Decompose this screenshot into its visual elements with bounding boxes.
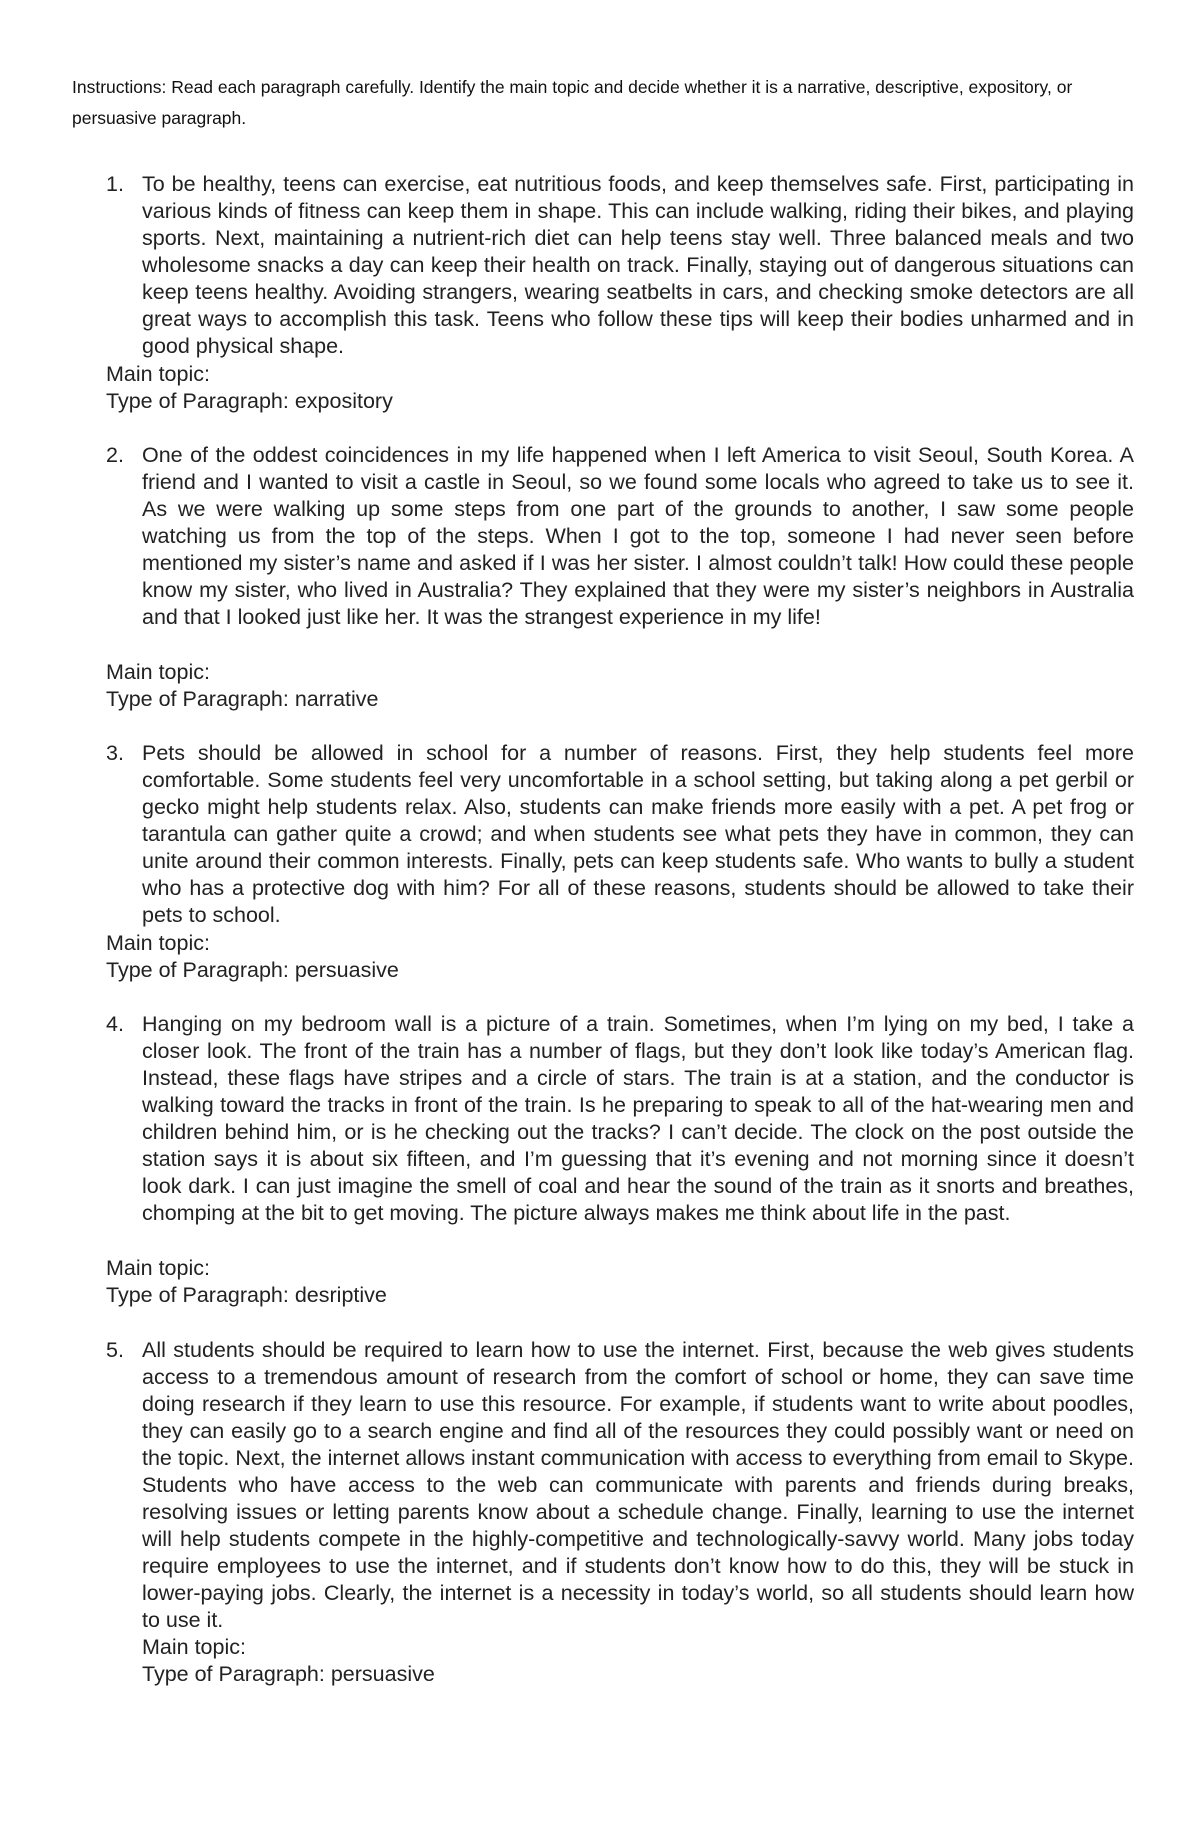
paragraph-type-1: Type of Paragraph: expository [106,389,393,413]
item-number: 3. [106,741,124,765]
paragraph-text: Hanging on my bedroom wall is a picture of a train. Sometimes, when I’m lying on my bed, I take a closer look. The front of the train has a number of flags, but they don’t look like today’s American flag. Instead, these flags have stripes and a circle of stars. The train is at a station, and the conductor is walking toward the tracks in front of the train. Is he preparing to speak to all of the hat-wearing men and children behind him, or is he checking out the tracks? I can’t decide. The clock on the post outside the station says it is about six fifteen, and I’m guessing that it’s evening and not morning since it doesn’t look dark. I can just imagine the smell of coal and hear the sound of the train as it snorts and breathes, chomping at the bit to get moving. The picture always makes me think about life in the past. [142,1012,1134,1225]
paragraph-text: Pets should be allowed in school for a number of reasons. First, they help students feel more comfortable. Some students feel very uncomfortable in a school setting, but taking along a pet gerbil or gecko might help students relax. Also, students can make friends more easily with a pet. A pet frog or tarantula can gather quite a crowd; and when students see what pets they have in common, they can unite around their common interests. Finally, pets can keep students safe. Who wants to bully a student who has a protective dog with him? For all of these reasons, students should be allowed to take their pets to school. [142,741,1134,927]
paragraph-type-4: Type of Paragraph: desriptive [106,1283,387,1307]
main-topic-label-5: Main topic: [142,1635,246,1659]
paragraph-type-2: Type of Paragraph: narrative [106,687,379,711]
paragraph-item-5 [106,1337,1134,1634]
paragraph-item-2 [106,442,1134,631]
paragraph-text: One of the oddest coincidences in my life happened when I left America to visit Seoul, South Korea. A friend and I wanted to visit a castle in Seoul, so we found some locals who agreed to take us to see it. As we were walking up some steps from one part of the grounds to another, I saw some people watching us from the top of the steps. When I got to the top, someone I had never seen before mentioned my sister’s name and asked if I was her sister. I almost couldn’t talk! How could these people know my sister, who lived in Australia? They explained that they were my sister’s neighbors in Australia and that I looked just like her. It was the strangest experience in my life! [142,443,1134,629]
main-topic-label-2: Main topic: [106,660,210,684]
paragraph-text: To be healthy, teens can exercise, eat nutritious foods, and keep themselves safe. First, participating in various kinds of fitness can keep them in shape. This can include walking, riding their bikes, and playing sports. Next, maintaining a nutrient-rich diet can help teens stay well. Three balanced meals and two wholesome snacks a day can keep their health on track. Finally, staying out of dangerous situations can keep teens healthy. Avoiding strangers, wearing seatbelts in cars, and checking smoke detectors are all great ways to accomplish this task. Teens who follow these tips will keep their bodies unharmed and in good physical shape. [142,172,1134,358]
item-number: 5. [106,1338,124,1362]
paragraph-item-3 [106,740,1134,929]
item-number: 2. [106,443,124,467]
instructions-text: Instructions: Read each paragraph carefully. Identify the main topic and decide whether it is a narrative, descriptive, expository, or persuasive paragraph. [72,77,1073,128]
paragraph-type-5: Type of Paragraph: persuasive [142,1662,435,1686]
paragraph-item-4 [106,1011,1134,1227]
paragraph-text: All students should be required to learn how to use the internet. First, because the web gives students access to a tremendous amount of research from the comfort of school or home, they can save time doing research if they learn to use this resource. For example, if students want to write about poodles, they can easily go to a search engine and find all of the resources they could possibly want or need on the topic. Next, the internet allows instant communication with access to everything from email to Skype. Students who have access to the web can communicate with parents and friends during breaks, resolving issues or letting parents know about a schedule change. Finally, learning to use the internet will help students compete in the highly-competitive and technologically-savvy world. Many jobs today require employees to use the internet, and if students don’t know how to do this, they will be stuck in lower-paying jobs. Clearly, the internet is a necessity in today’s world, so all students should learn how to use it. [142,1338,1134,1632]
main-topic-label-1: Main topic: [106,362,210,386]
item-number: 1. [106,172,124,196]
main-topic-label-4: Main topic: [106,1256,210,1280]
main-topic-label-3: Main topic: [106,931,210,955]
paragraph-item-1 [106,171,1134,360]
paragraph-type-3: Type of Paragraph: persuasive [106,958,399,982]
item-number: 4. [106,1012,124,1036]
